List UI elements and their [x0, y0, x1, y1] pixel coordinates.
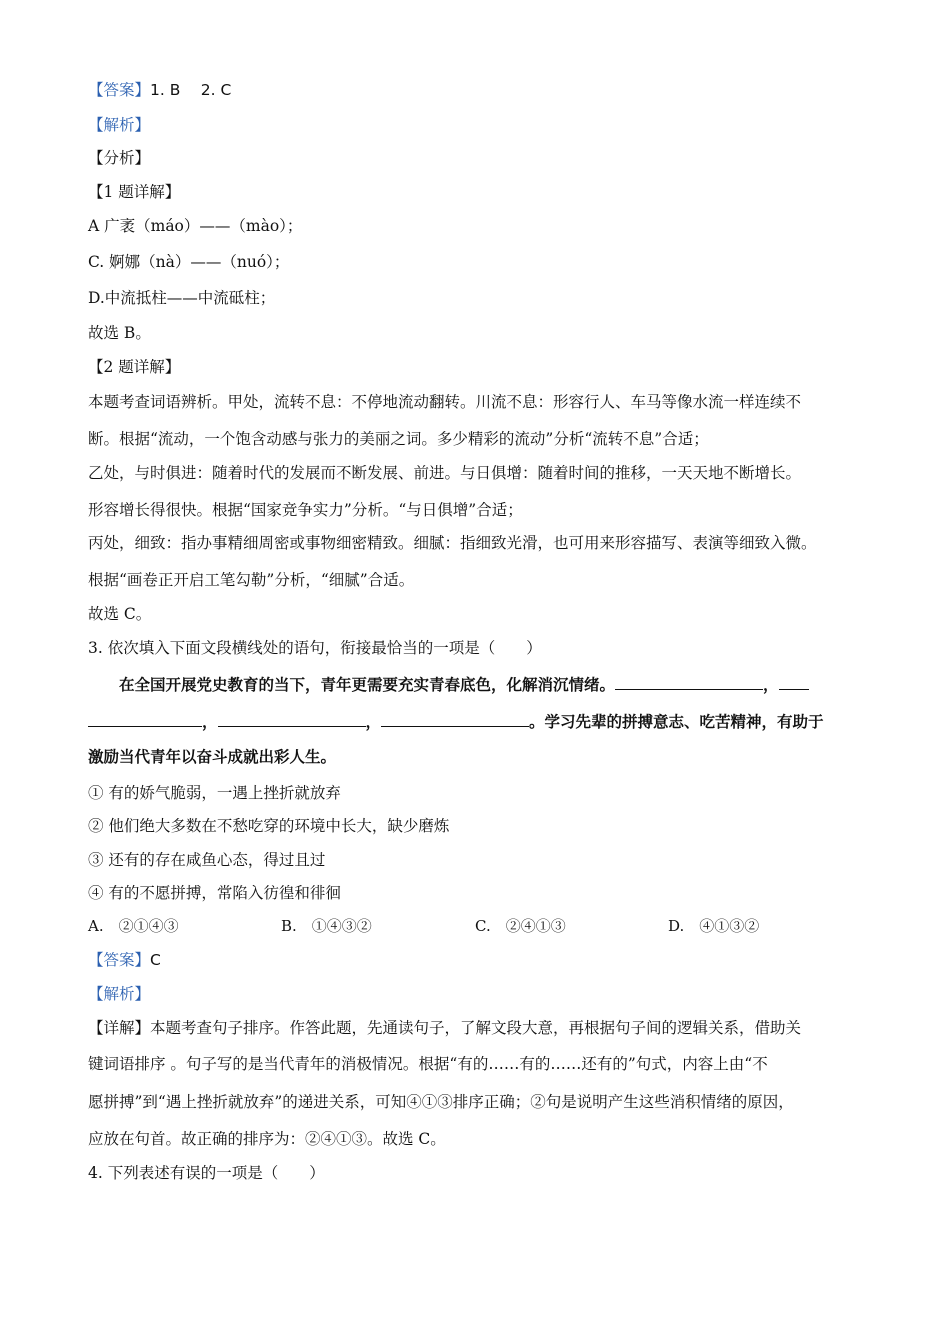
passage-line-1 [119, 674, 809, 695]
question-4: 4. 下列表述有误的一项是（ ） [88, 1164, 325, 1182]
detail-1-c: C. 婀娜（nà）——（nuó）； [88, 253, 290, 271]
detail-1-title: 【1 题详解】 [88, 183, 181, 201]
option-d: D. ④①③② [668, 917, 760, 935]
sentence-1: ① 有的娇气脆弱，一遇上挫折就放弃 [88, 784, 341, 802]
passage-line-2 [88, 711, 824, 732]
detail-2-p3: 乙处，与时俱进：随着时代的发展而不断发展、前进。与日俱增：随着时间的推移，一天天地不断增长。 [88, 464, 802, 482]
analysis-tag: 【解析】 [88, 116, 151, 134]
detail-p4: 应放在句首。故正确的排序为：②④①③。故选 C。 [88, 1130, 446, 1148]
passage-text-1: 在全国开展党史教育的当下，青年更需要充实青春底色，化解消沉情绪。 [119, 676, 616, 694]
blank-4 [381, 711, 529, 727]
answer-text: 1. B 2. C [150, 81, 232, 99]
detail-p3: 愿拼搏”到“遇上挫折就放弃”的递进关系，可知④①③排序正确；②句是说明产生这些消积情绪的原因， [88, 1093, 794, 1111]
passage-text-2: 。学习先辈的拼搏意志、吃苦精神，有助于 [529, 713, 824, 731]
option-b: B. ①④③② [281, 917, 372, 935]
detail-2-title: 【2 题详解】 [88, 358, 181, 376]
answer-line [88, 80, 231, 100]
fenxi-tag: 【分析】 [88, 149, 151, 167]
question-3: 3. 依次填入下面文段横线处的语句，衔接最恰当的一项是（ ） [88, 639, 542, 657]
detail-2-p1: 本题考查词语辨析。甲处，流转不息：不停地流动翻转。川流不息：形容行人、车马等像水流一样连续不 [88, 393, 802, 411]
option-a: A. ②①④③ [88, 917, 179, 935]
detail-2-p6: 根据“画卷正开启工笔勾勒”分析，“细腻”合适。 [88, 571, 415, 589]
detail-2-p5: 丙处，细致：指办事精细周密或事物细密精致。细腻：指细致光滑，也可用来形容描写、表演等细致入微。 [88, 534, 817, 552]
sentence-3: ③ 还有的存在咸鱼心态，得过且过 [88, 851, 326, 869]
blank-2-start [779, 674, 809, 690]
comma: ， [763, 676, 779, 694]
passage-line-3: 激励当代青年以奋斗成就出彩人生。 [88, 748, 337, 766]
detail-text: 本题考查句子排序。作答此题，先通读句子，了解文段大意，再根据句子间的逻辑关系，借助关 [150, 1019, 802, 1037]
detail-2-p4: 形容增长得很快。根据“国家竞争实力”分析。“与日俱增”合适； [88, 501, 523, 519]
answer-line-3 [88, 950, 161, 970]
blank-2-end [88, 711, 202, 727]
answer-tag: 【答案】 [88, 951, 151, 969]
comma: ， [365, 713, 382, 731]
answer-tag: 【答案】 [88, 81, 151, 99]
detail-1-end: 故选 B。 [88, 324, 151, 342]
blank-3 [218, 711, 366, 727]
blank-1 [615, 674, 763, 690]
sentence-4: ④ 有的不愿拼搏，常陷入彷徨和徘徊 [88, 884, 341, 902]
detail-2-end: 故选 C。 [88, 605, 152, 623]
answer-text: C [150, 951, 161, 969]
option-c: C. ②④①③ [475, 917, 566, 935]
detail-2-p2: 断。根据“流动，一个饱含动感与张力的美丽之词。多少精彩的流动”分析“流转不息”合适； [88, 430, 709, 448]
analysis-tag: 【解析】 [88, 985, 151, 1003]
detail-1-d: D.中流抵柱——中流砥柱； [88, 289, 276, 307]
detail-1-a: A 广袤（máo）——（mào）； [88, 217, 303, 235]
sentence-2: ② 他们绝大多数在不愁吃穿的环境中长大，缺少磨炼 [88, 817, 450, 835]
comma: ， [202, 713, 218, 731]
detail-p1 [88, 1018, 801, 1038]
detail-p2: 键词语排序 。句子写的是当代青年的消极情况。根据“有的……有的……还有的”句式，内容上由“不 [88, 1055, 768, 1073]
detail-tag: 【详解】 [88, 1019, 151, 1037]
